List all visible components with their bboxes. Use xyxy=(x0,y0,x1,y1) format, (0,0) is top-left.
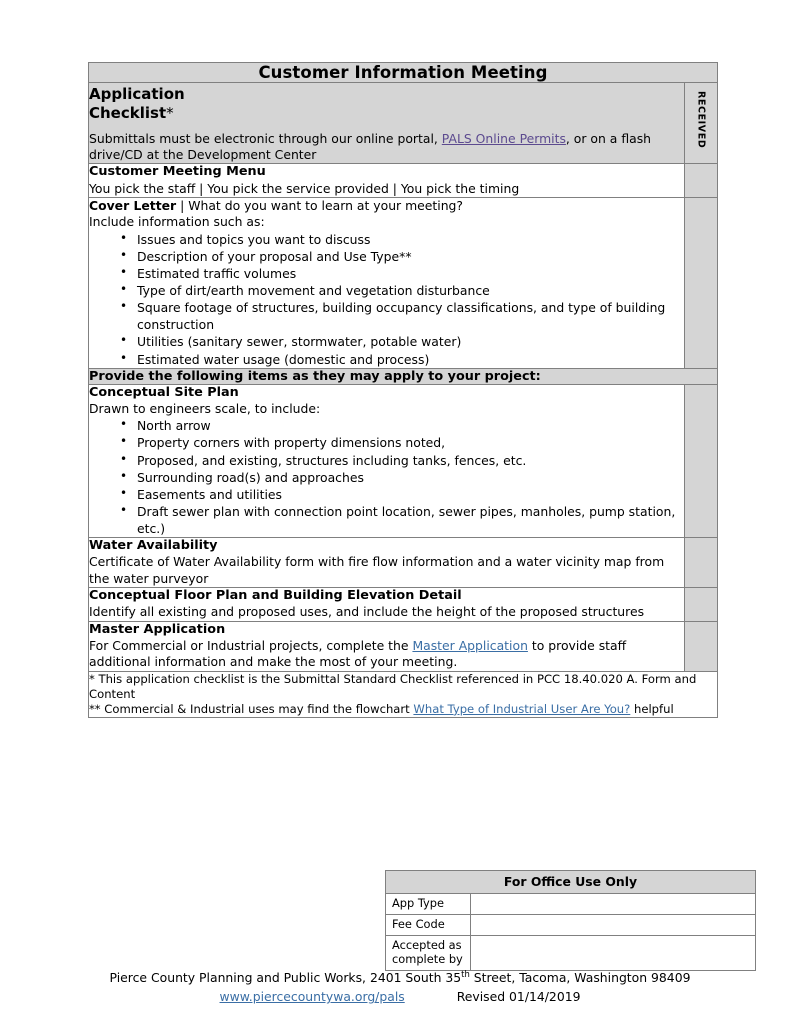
application-checklist-table xyxy=(88,62,718,718)
office-use-header: For Office Use Only xyxy=(386,871,756,894)
list-item: • Type of dirt/earth movement and vegetation disturbance xyxy=(137,282,684,299)
conceptual-site-plan-cell xyxy=(89,384,685,537)
footer-revised-date: Revised 01/14/2019 xyxy=(456,989,581,1005)
table-row-cover-letter xyxy=(89,198,718,369)
customer-meeting-menu-title: Customer Meeting Menu xyxy=(89,164,266,180)
table-row-conceptual-floor-plan xyxy=(89,588,718,622)
list-item: • Issues and topics you want to discuss xyxy=(137,231,684,248)
conceptual-site-plan-title: Conceptual Site Plan xyxy=(89,384,239,400)
received-cell-master-application[interactable] xyxy=(684,621,717,671)
application-heading-line1: Application xyxy=(89,85,185,103)
received-cell-water-availability[interactable] xyxy=(684,538,717,588)
office-use-label-accepted-as-complete-by: Accepted as complete by xyxy=(386,935,471,970)
list-item: • Utilities (sanitary sewer, stormwater, potable water) xyxy=(137,333,684,350)
office-use-field-accepted-as-complete-by[interactable] xyxy=(471,935,756,970)
page-title: Customer Information Meeting xyxy=(89,63,718,83)
master-application-link[interactable]: Master Application xyxy=(412,637,528,653)
list-item: • Estimated traffic volumes xyxy=(137,265,684,282)
cover-letter-title: Cover Letter xyxy=(89,198,177,214)
received-cell-conceptual-floor-plan[interactable] xyxy=(684,588,717,622)
list-item: • Proposed, and existing, structures including tanks, fences, etc. xyxy=(137,452,684,469)
table-row-application-checklist xyxy=(89,83,718,164)
pals-website-link[interactable]: www.piercecountywa.org/pals xyxy=(219,989,405,1005)
table-row xyxy=(386,894,756,915)
table-row-master-application xyxy=(89,621,718,671)
footnote-text-after: helpful xyxy=(630,701,674,716)
office-use-table xyxy=(385,870,756,971)
conceptual-site-plan-bullet-list xyxy=(89,417,684,537)
office-use-label-fee-code: Fee Code xyxy=(386,915,471,936)
list-item: • Description of your proposal and Use Type** xyxy=(137,248,684,265)
table-row xyxy=(386,915,756,936)
received-column xyxy=(684,83,717,164)
customer-meeting-menu-line: You pick the staff | You pick the service provided | You pick the timing xyxy=(89,180,520,196)
received-cell-cover-letter[interactable] xyxy=(684,198,717,369)
office-use-header-row xyxy=(386,871,756,894)
pals-online-permits-link[interactable]: PALS Online Permits xyxy=(441,131,566,147)
submittal-text-after: , or on a flash drive/CD at the Development Center xyxy=(89,131,652,163)
list-item: • Draft sewer plan with connection point location, sewer pipes, manholes, pump station, etc.) xyxy=(137,503,684,537)
list-item: • Square footage of structures, building occupancy classifications, and type of building construction xyxy=(137,299,684,333)
conceptual-floor-plan-cell xyxy=(89,588,685,622)
cover-letter-title-line xyxy=(89,198,684,214)
footnote-single-asterisk: * This application checklist is the Submittal Standard Checklist referenced in PCC 18.40.020 A. Form and Content xyxy=(89,671,697,701)
table-row-footnotes xyxy=(89,671,718,717)
list-item: • Estimated water usage (domestic and process) xyxy=(137,351,684,368)
list-item: • Property corners with property dimensions noted, xyxy=(137,434,684,451)
page-footer xyxy=(0,968,800,1006)
industrial-user-flowchart-link[interactable]: What Type of Industrial User Are You? xyxy=(413,701,631,716)
cover-letter-cell xyxy=(89,198,685,369)
master-application-text-after: to provide staff additional information and make the most of your meeting. xyxy=(89,637,627,670)
footnotes-cell xyxy=(89,671,718,717)
customer-meeting-menu-cell xyxy=(89,164,685,198)
water-availability-cell xyxy=(89,538,685,588)
footer-links-line xyxy=(0,988,800,1006)
master-application-text-before: For Commercial or Industrial projects, complete the xyxy=(89,637,413,653)
footer-address-part2: Street, Tacoma, Washington 98409 xyxy=(469,970,691,986)
cover-letter-bullet-list xyxy=(89,231,684,368)
footnote-text-before: ** Commercial & Industrial uses may find the flowchart xyxy=(89,701,414,716)
table-row-customer-meeting-menu xyxy=(89,164,718,198)
office-use-label-app-type: App Type xyxy=(386,894,471,915)
footer-address xyxy=(0,968,800,987)
table-row-water-availability xyxy=(89,538,718,588)
table-row-conceptual-site-plan xyxy=(89,384,718,537)
list-item: • Surrounding road(s) and approaches xyxy=(137,469,684,486)
water-availability-title: Water Availability xyxy=(89,538,218,554)
table-row-provide-band xyxy=(89,368,718,384)
table-row xyxy=(386,935,756,970)
application-checklist-cell xyxy=(89,83,685,164)
submittal-text-before: Submittals must be electronic through our online portal, xyxy=(89,131,442,147)
received-cell-customer-meeting-menu[interactable] xyxy=(684,164,717,198)
conceptual-floor-plan-title: Conceptual Floor Plan and Building Elevation Detail xyxy=(89,588,462,604)
received-label: RECEIVED xyxy=(695,91,707,149)
cover-letter-intro: Include information such as: xyxy=(89,214,265,230)
received-cell-conceptual-site-plan[interactable] xyxy=(684,384,717,537)
application-heading-asterisk: * xyxy=(166,103,174,122)
list-item: • North arrow xyxy=(137,417,684,434)
conceptual-floor-plan-body: Identify all existing and proposed uses, and include the height of the proposed structures xyxy=(89,604,645,620)
submittal-instructions xyxy=(89,131,684,163)
office-use-field-app-type[interactable] xyxy=(471,894,756,915)
table-row-title xyxy=(89,63,718,83)
water-availability-body: Certificate of Water Availability form with fire flow information and a water vicinity map from the water purveyor xyxy=(89,554,665,586)
master-application-body xyxy=(89,638,684,671)
footer-address-ordinal: th xyxy=(461,969,470,979)
cover-letter-title-rest: | What do you want to learn at your meeting? xyxy=(176,198,463,214)
master-application-cell xyxy=(89,621,685,671)
footer-address-part1: Pierce County Planning and Public Works, 2401 South 35 xyxy=(109,970,462,986)
list-item: • Easements and utilities xyxy=(137,486,684,503)
conceptual-site-plan-intro: Drawn to engineers scale, to include: xyxy=(89,400,321,416)
office-use-field-fee-code[interactable] xyxy=(471,915,756,936)
master-application-title: Master Application xyxy=(89,621,226,637)
application-checklist-heading xyxy=(89,85,684,122)
application-heading-line2: Checklist xyxy=(89,103,167,122)
provide-items-band: Provide the following items as they may apply to your project: xyxy=(89,368,718,384)
footnote-double-asterisk xyxy=(89,702,717,717)
